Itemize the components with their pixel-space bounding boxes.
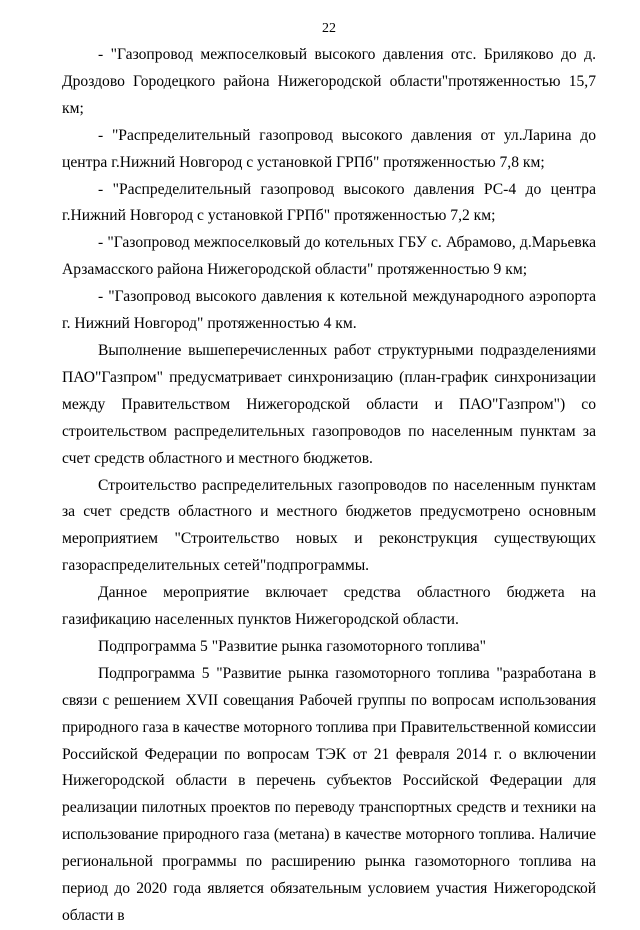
list-item-gas-pipeline-brilyakovo: - "Газопровод межпоселковый высокого давления отс. Бриляково до д. Дроздово Городецкого района Нижегородской области"протяженностью 15,7 км; xyxy=(62,46,596,117)
paragraph-construction-funding: Строительство распределительных газопроводов по населенным пунктам за счет средств областного и местного бюджетов предусмотрено основным мероприятием "Строительство новых и реконструкция существующих газораспределительных сетей"подпрограммы. xyxy=(62,476,596,575)
paragraph-gazprom-sync: Выполнение вышеперечисленных работ структурными подразделениями ПАО"Газпром" предусматривает синхронизацию (план-график синхронизации между Правительством Нижегородской области и ПАО"Газпром") со строительством распределительных газопроводов по населенным пунктам за счет средств областного и местного бюджетов. xyxy=(62,341,596,467)
page-number: 22 xyxy=(322,21,336,36)
paragraph-subprogram-5: Подпрограмма 5 "Развитие рынка газомоторного топлива "разработана в связи с решением XVII совещания Рабочей группы по вопросам использования природного газа в качестве моторного топлива при Правительственной комиссии Российской Федерации по вопросам ТЭК от 21 февраля 2014 г. о включении Нижегородской области в перечень субъектов Российской Федерации для реализации пилотных проектов по переводу транспортных средств и техники на использование природного газа (метана) в качестве моторного топлива. Наличие региональной программы по расширению рынка газомоторного топлива на период до 2020 года является обязательным условием участия Нижегородской области в xyxy=(62,664,596,924)
paragraph-regional-budget: Данное мероприятие включает средства областного бюджета на газификацию населенных пунктов Нижегородской области. xyxy=(62,584,596,629)
list-item-pipeline-larina: - "Распределительный газопровод высокого давления от ул.Ларина до центра г.Нижний Новгород с установкой ГРПб" протяженностью 7,8 км; xyxy=(62,126,596,171)
list-item-pipeline-rs4: - "Распределительный газопровод высокого давления РС-4 до центра г.Нижний Новгород с установкой ГРПб" протяженностью 7,2 км; xyxy=(62,180,596,225)
list-item-pipeline-abramovo: - "Газопровод межпоселковый до котельных ГБУ с. Абрамово, д.Марьевка Арзамасского района Нижегородской области" протяженностью 9 км; xyxy=(62,234,596,279)
subprogram-heading: Подпрограмма 5 "Развитие рынка газомоторного топлива" xyxy=(98,637,487,655)
list-item-pipeline-airport: - "Газопровод высокого давления к котельной международного аэропорта г. Нижний Новгород" протяженностью 4 км. xyxy=(62,288,596,333)
document-body xyxy=(62,42,596,930)
